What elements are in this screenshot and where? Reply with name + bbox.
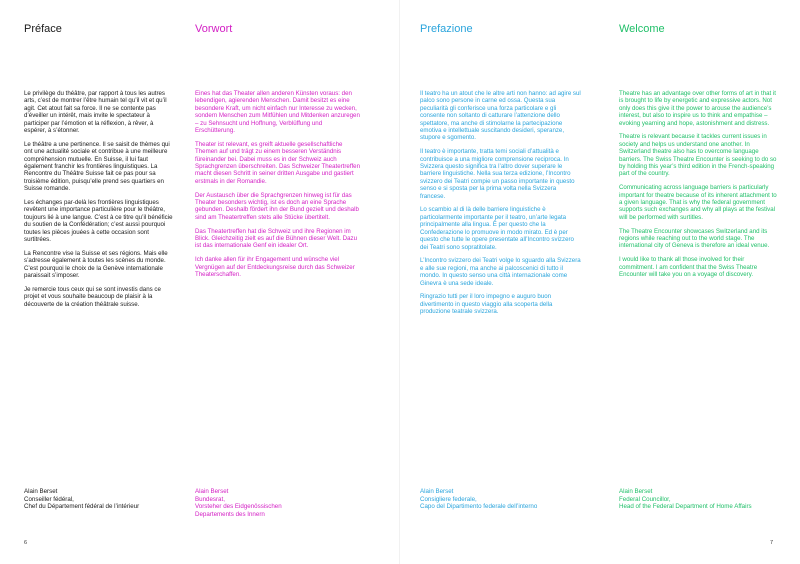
- column-german: [195, 0, 361, 564]
- signature-line: Chef du Département fédéral de l’intérieur: [24, 503, 140, 511]
- column-italian: [420, 0, 582, 564]
- signature-line: Bundesrat,: [195, 495, 225, 503]
- paragraph: La Rencontre vise la Suisse et ses régions. Mais elle s’adresse également à toutes les scènes du monde. C’est pourquoi le choix de la Genève internationale paraissait s’imposer.: [24, 249, 168, 280]
- page-fold: [399, 0, 400, 564]
- signature-italian: [420, 488, 582, 511]
- paragraph: Ringrazio tutti per il loro impegno e auguro buon divertimento in questo viaggio alla scoperta della produzione teatrale svizzera.: [420, 293, 553, 316]
- paragraph: Le privilège du théâtre, par rapport à tous les autres arts, c’est de montrer l’être humain tel qu’il vit et qu’il agit. Cet atout fait sa force. Il ne se contente pas d’éveiller un intérêt, mais invite le spectateur à participer par l’émotion et la réflexion, à rêver, à espérer, à s’étonner.: [24, 90, 167, 135]
- paragraph: Il teatro è importante, tratta temi sociali d’attualità e contribuisce a una migliore comprensione reciproca. In Svizzera questo significa tra l’altro dover superare le barriere linguistiche. Nella sua terza edizione, l’Incontro svizzero dei Teatri compie un passo importante in questo senso e si sposta per la prima volta nella Svizzera francese.: [420, 148, 575, 200]
- signature-name: Alain Berset: [619, 488, 653, 495]
- paragraph: L’Incontro svizzero dei Teatri volge lo sguardo alla Svizzera e alle sue regioni, ma anche ai palcoscenici di tutto il mondo. In questo senso una città internazionale come Ginevra è una sede ideale.: [420, 257, 581, 287]
- signature-french: [24, 488, 176, 511]
- signature-name: Alain Berset: [420, 488, 454, 495]
- column-english: [619, 0, 781, 564]
- body-german: [195, 90, 361, 285]
- signature-german: [195, 488, 361, 518]
- paragraph: The Theatre Encounter showcases Switzerland and its regions while reaching out to the world stage. The international city of Geneva is therefore an ideal venue.: [619, 227, 770, 250]
- paragraph: Lo scambio al di là delle barriere linguistiche è particolarmente importante per il teatro, un’arte legata principalmente alla lingua. È per questo che la Confederazione lo promuove in modo mirato. Ed è per questo che tutte le opere presentate all’Incontro svizzero dei Teatri sono sopratitolate.: [420, 206, 574, 251]
- paragraph: Theatre has an advantage over other forms of art in that it is brought to life by energetic and expressive actors. Not only does this give it the power to arouse the audience’s interest, but also to inspire us to think and empathise – evoking yearning and hope, astonishment and distress.: [619, 90, 777, 127]
- paragraph: Ich danke allen für ihr Engagement und wünsche viel Vergnügen auf der Entdeckungsreise durch das Schweizer Theaterschaffen.: [195, 256, 355, 279]
- body-english: [619, 90, 781, 285]
- body-italian: [420, 90, 582, 322]
- body-french: [24, 90, 176, 315]
- heading-english: Welcome: [619, 23, 665, 35]
- signature-line: Consigliere federale,: [420, 495, 477, 503]
- heading-italian: Prefazione: [420, 23, 473, 35]
- heading-german: Vorwort: [195, 23, 233, 35]
- signature-line: Departements des Innern: [195, 510, 265, 518]
- page-number-left: 6: [24, 540, 28, 546]
- heading-french: Préface: [24, 23, 62, 35]
- paragraph: I would like to thank all those involved for their commitment. I am confident that the Swiss Theatre Encounter will take you on a voyage of discovery.: [619, 256, 758, 279]
- page-number-right: 7: [770, 540, 774, 546]
- column-french: [24, 0, 176, 564]
- signature-line: Head of the Federal Department of Home Affairs: [619, 503, 752, 511]
- paragraph: Der Austausch über die Sprachgrenzen hinweg ist für das Theater besonders wichtig, ist es doch an eine Sprache gebunden. Deshalb fördert ihn der Bund gezielt und deshalb sind am Theatertreffen stets alle Stücke übertitelt.: [195, 191, 359, 221]
- paragraph: Il teatro ha un atout che le altre arti non hanno: ad agire sul palco sono persone in carne ed ossa. Questa sua peculiarità gli conferisce una forza particolare e gli consente non soltanto di catturare l’attenzione dello spettatore, ma anche di stimolarne la partecipazione emotiva e intellettuale suscitando desideri, speranze, stupore e sgomento.: [420, 90, 581, 142]
- signature-line: Conseiller fédéral,: [24, 495, 74, 503]
- paragraph: Je remercie tous ceux qui se sont investis dans ce projet et vous souhaite beaucoup de plaisir à la découverte de la création théâtrale suisse.: [24, 285, 161, 308]
- signature-name: Alain Berset: [24, 488, 58, 495]
- signature-line: Capo del Dipartimento federale dell’interno: [420, 503, 538, 511]
- paragraph: Das Theatertreffen hat die Schweiz und ihre Regionen im Blick. Gleichzeitig zielt es auf die Bühnen dieser Welt. Dazu ist das internationale Genf ein idealer Ort.: [195, 227, 358, 250]
- paragraph: Theater ist relevant, es greift aktuelle gesellschaftliche Themen auf und trägt zu einem besseren Verständnis füreinander bei. Dabei muss es in der Schweiz auch Sprachgrenzen überschreiten. Das Schweizer Theatertreffen macht diesen Schritt in seiner dritten Ausgabe und gastiert erstmals in der Romandie.: [195, 140, 360, 185]
- paragraph: Theatre is relevant because it tackles current issues in society and helps us understand one another. In Switzerland theatre also has to overcome language barriers. The Swiss Theatre Encounter is seeking to do so by holding this year’s third edition in the French-speaking part of the country.: [619, 133, 777, 178]
- paragraph: Communicating across language barriers is particularly important for theatre because of its inherent attachment to a given language. That is why the federal government supports such exchanges and why all plays at the festival will be performed with surtitles.: [619, 184, 777, 221]
- paragraph: Les échanges par-delà les frontières linguistiques revêtent une importance particulière pour le théâtre, toujours lié à une langue. C’est à ce titre qu’il bénéficie du soutien de la Confédération; c’est aussi pourquoi toutes les pièces jouées à cette occasion sont surtitrées.: [24, 199, 173, 244]
- paragraph: Le théâtre a une pertinence. Il se saisit de thèmes qui ont une actualité sociale et contribue à une meilleure compréhension mutuelle. En Suisse, il lui faut également franchir les frontières linguistiques. La Rencontre du Théâtre Suisse fait ce pas pour sa troisième édition, puisqu’elle prend ses quartiers en Suisse romande.: [24, 140, 170, 193]
- signature-name: Alain Berset: [195, 488, 229, 495]
- signature-line: Vorsteher des Eidgenössischen: [195, 503, 282, 511]
- paragraph: Eines hat das Theater allen anderen Künsten voraus: den lebendigen, agierenden Menschen. Damit besitzt es eine besondere Kraft, um nicht einfach nur Interesse zu wecken, sondern Menschen zum Mitfühlen und Mitdenken anzuregen – zu Sehnsucht und Hoffnung, Verblüffung und Erschütterung.: [195, 90, 360, 135]
- signature-line: Federal Councillor,: [619, 495, 671, 503]
- signature-english: [619, 488, 781, 511]
